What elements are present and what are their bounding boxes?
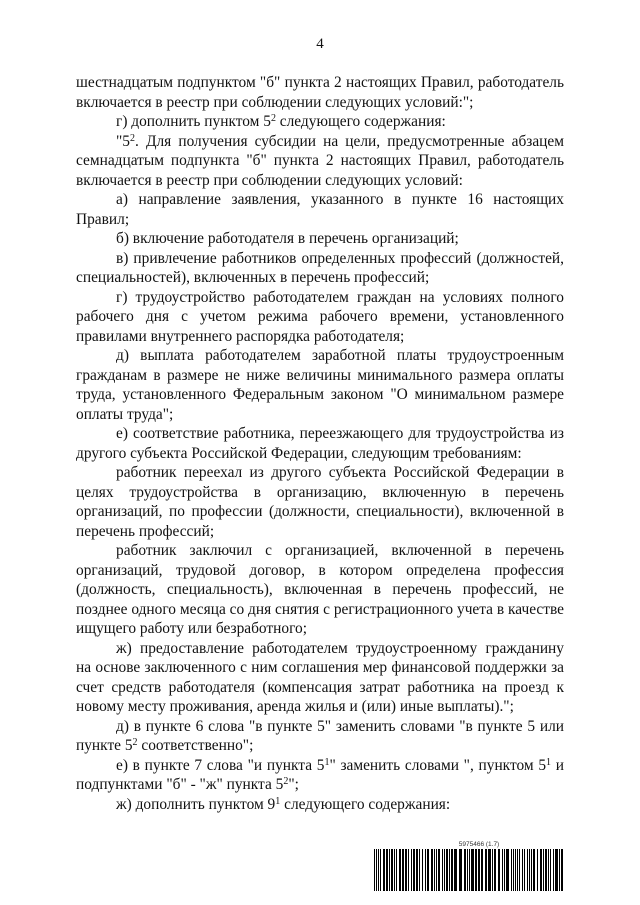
paragraph: д) в пункте 6 слова "в пункте 5" заменить словами "в пункте 5 или пункте $5^2$ соответственно"; bbox=[76, 717, 564, 754]
paragraph: "$5^2$. Для получения субсидии на цели, предусмотренные абзацем семнадцатым подпункта "б" пункта 2 настоящих Правил, работодатель включается в реестр при соблюдении следующих условий: bbox=[76, 132, 564, 189]
paragraph: г) трудоустройство работодателем граждан на условиях полного рабочего дня с учетом режима рабочего времени, установленного правилами внутреннего распорядка работодателя; bbox=[76, 288, 564, 345]
paragraph: ж) дополнить пунктом $9^1$ следующего содержания: bbox=[116, 795, 451, 813]
paragraph: работник заключил с организацией, включенной в перечень организаций, трудовой договор, в котором определена профессия (должность, специальность), включенная в перечень профессий, не позднее одного месяца со дня снятия с регистрационного учета в качестве ищущего работу или безработного; bbox=[76, 542, 564, 637]
paragraph: работник переехал из другого субъекта Российской Федерации в целях трудоустройства в организацию, включенную в перечень организаций, по профессии (должности, специальности), включенной в перечень профессий; bbox=[76, 464, 564, 540]
paragraph: шестнадцатым подпунктом "б" пункта 2 настоящих Правил, работодатель включается в реестр при соблюдении следующих условий:"; bbox=[76, 74, 564, 111]
paragraph: д) выплата работодателем заработной платы трудоустроенным гражданам в размере не ниже величины минимального размера оплаты труда, установленного Федеральным законом "О минимальном размере оплаты труда"; bbox=[76, 347, 564, 423]
paragraph: а) направление заявления, указанного в пункте 16 настоящих Правил; bbox=[76, 191, 564, 228]
paragraph: г) дополнить пунктом $5^2$ следующего содержания: bbox=[116, 113, 446, 130]
paragraph: е) соответствие работника, переезжающего для трудоустройства из другого субъекта Российской Федерации, следующим требованиям: bbox=[76, 425, 564, 462]
paragraph: ж) предоставление работодателем трудоустроенному гражданину на основе заключенного с ним соглашения мер финансовой поддержки за счет средств работодателя (компенсация затрат работника на проезд к новому месту проживания, аренда жилья и (или) иные выплаты)."; bbox=[76, 639, 564, 715]
paragraph: е) в пункте 7 слова "и пункта $5^1$" заменить словами ", пунктом $5^1$ и подпунктами "б" - "ж" пункта $5^2$"; bbox=[76, 756, 565, 793]
paragraph: б) включение работодателя в перечень организаций; bbox=[116, 230, 459, 247]
page-number: 4 bbox=[316, 36, 324, 52]
barcode-caption: 5975466 (1.7) bbox=[458, 841, 500, 848]
paragraph: в) привлечение работников определенных профессий (должностей, специальностей), включенных в перечень профессий; bbox=[76, 249, 564, 286]
barcode-block bbox=[374, 840, 564, 891]
document-body bbox=[76, 73, 564, 814]
barcode-icon bbox=[374, 849, 564, 891]
